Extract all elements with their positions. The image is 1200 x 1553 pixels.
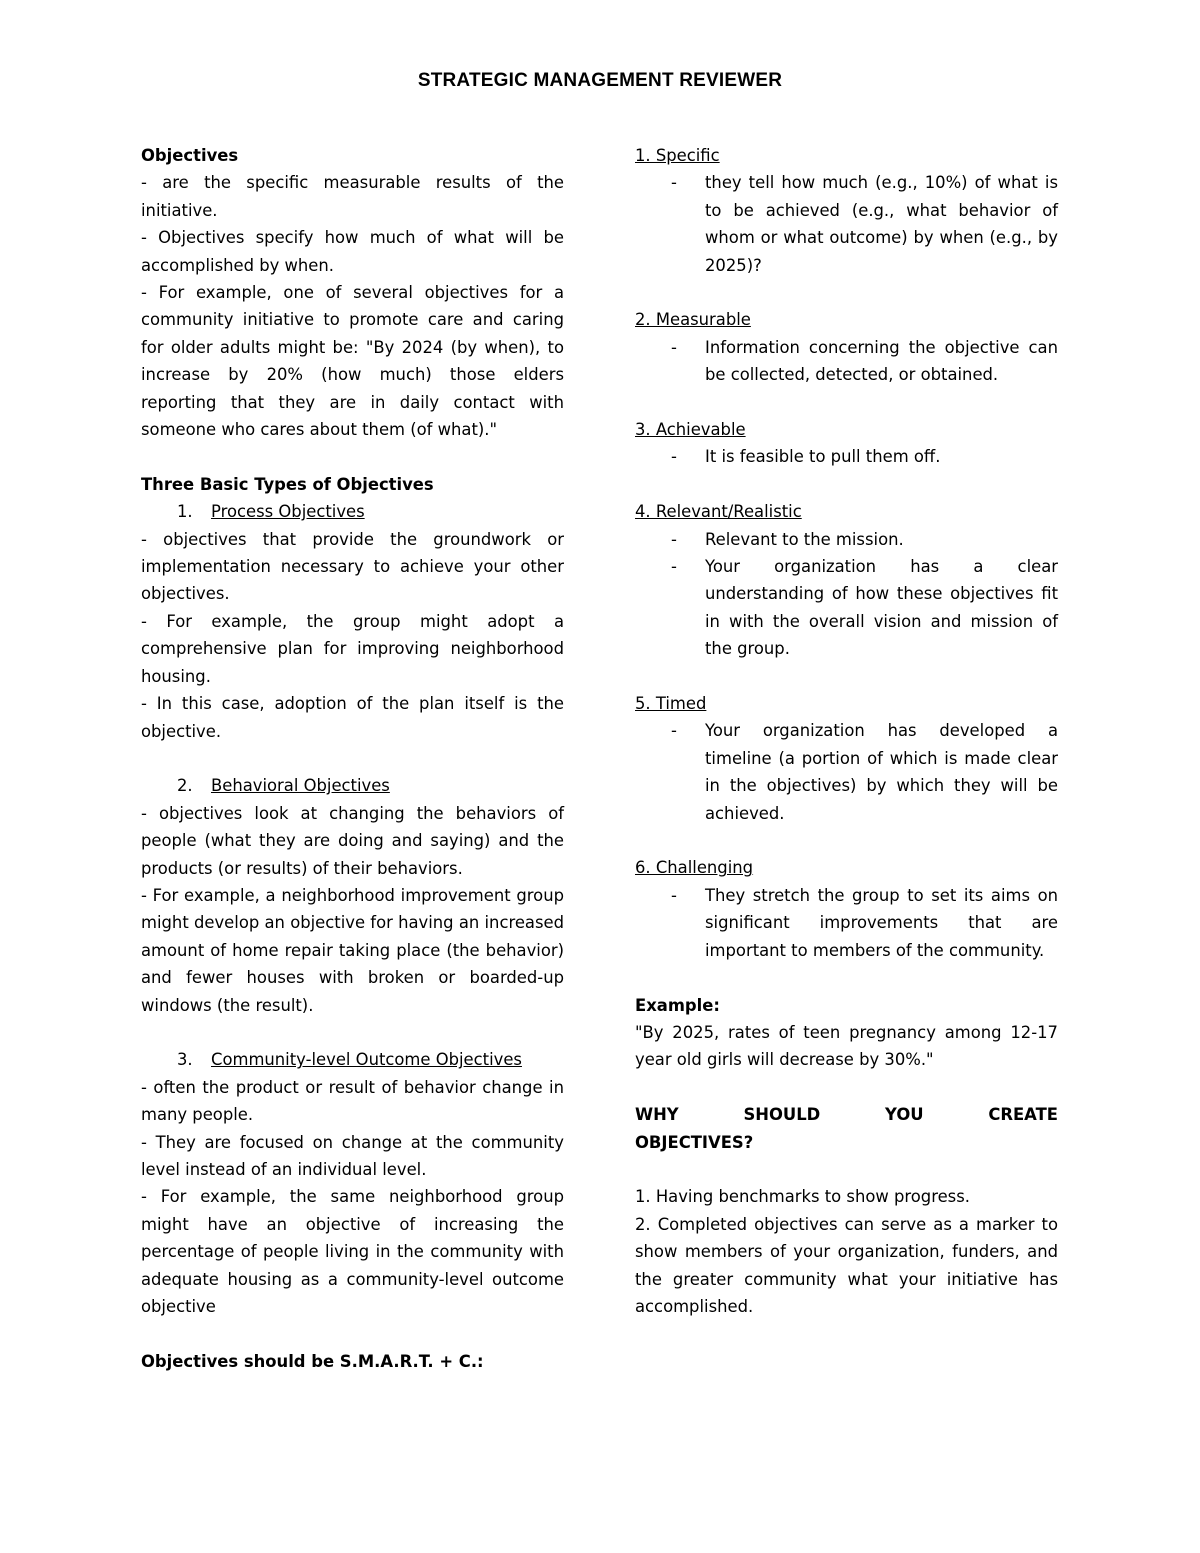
smart-list xyxy=(635,882,1058,964)
left-column xyxy=(141,142,564,1375)
type-line: - objectives that provide the groundwork or implementation necessary to achieve your other objectives. xyxy=(141,529,564,604)
example-heading: Example: xyxy=(635,995,720,1015)
why-heading-line2: OBJECTIVES? xyxy=(635,1132,754,1152)
list-item xyxy=(635,717,1058,827)
why-word: SHOULD xyxy=(743,1105,821,1125)
list-item-text: They stretch the group to set its aims on significant improvements that are important to members of the community. xyxy=(705,885,1058,960)
dash-bullet: - xyxy=(671,557,677,577)
smart-title-challenging: 6. Challenging xyxy=(635,858,754,878)
example-text: "By 2025, rates of teen pregnancy among 12-17 year old girls will decrease by 30%." xyxy=(635,1022,1058,1070)
list-item-text: Information concerning the objective can be collected, detected, or obtained. xyxy=(705,337,1058,385)
type-heading-community xyxy=(141,1046,564,1073)
type-number: 2. xyxy=(177,776,193,796)
smart-title-timed: 5. Timed xyxy=(635,694,707,714)
type-line: - For example, the group might adopt a comprehensive plan for improving neighborhood housing. xyxy=(141,611,564,686)
type-line: - objectives look at changing the behaviors of people (what they are doing and saying) and the products (or results) of their behaviors. xyxy=(141,803,564,878)
type-heading-behavioral xyxy=(141,772,564,799)
smart-title-measurable: 2. Measurable xyxy=(635,310,751,330)
type-title: Process Objectives xyxy=(211,502,365,522)
list-item-text: Your organization has a clear understanding of how these objectives fit in with the overall vision and mission of the group. xyxy=(705,557,1058,659)
type-number: 3. xyxy=(177,1050,193,1070)
list-item-text: Your organization has developed a timeline (a portion of which is made clear in the objectives) by which they will be achieved. xyxy=(705,721,1058,823)
list-item xyxy=(635,553,1058,663)
smart-list xyxy=(635,526,1058,663)
page-title: STRATEGIC MANAGEMENT REVIEWER xyxy=(417,70,783,91)
type-title: Community-level Outcome Objectives xyxy=(211,1050,522,1070)
type-line: - often the product or result of behavior change in many people. xyxy=(141,1077,564,1125)
type-line: - They are focused on change at the community level instead of an individual level. xyxy=(141,1132,564,1179)
list-item-text: Relevant to the mission. xyxy=(705,529,904,549)
right-column xyxy=(635,142,1058,1320)
list-item xyxy=(635,526,1058,553)
why-word: YOU xyxy=(885,1105,924,1125)
dash-bullet: - xyxy=(671,337,677,357)
smart-title-relevant: 4. Relevant/Realistic xyxy=(635,502,802,522)
types-heading: Three Basic Types of Objectives xyxy=(141,474,434,494)
type-number: 1. xyxy=(177,502,193,522)
list-item xyxy=(635,882,1058,964)
smart-list xyxy=(635,717,1058,827)
dash-bullet: - xyxy=(671,529,677,549)
why-word: CREATE xyxy=(988,1105,1058,1125)
type-title: Behavioral Objectives xyxy=(211,776,390,796)
smart-title-specific: 1. Specific xyxy=(635,146,720,165)
smart-title-achievable: 3. Achievable xyxy=(635,420,746,440)
dash-bullet: - xyxy=(671,447,677,467)
list-item-text: It is feasible to pull them off. xyxy=(705,447,941,467)
smart-list xyxy=(635,334,1058,389)
smart-heading: Objectives should be S.M.A.R.T. + C.: xyxy=(141,1351,484,1371)
why-item: 1. Having benchmarks to show progress. xyxy=(635,1187,970,1207)
objectives-heading: Objectives xyxy=(141,146,239,165)
type-line: - In this case, adoption of the plan itself is the objective. xyxy=(141,694,564,741)
dash-bullet: - xyxy=(671,885,677,905)
list-item xyxy=(635,443,1058,470)
smart-list xyxy=(635,443,1058,470)
why-heading xyxy=(635,1101,1058,1128)
smart-list xyxy=(635,169,1058,279)
list-item xyxy=(635,169,1058,279)
dash-bullet: - xyxy=(671,173,677,193)
list-item-text: they tell how much (e.g., 10%) of what is to be achieved (e.g., what behavior of whom or what outcome) by when (e.g., by 2025)? xyxy=(705,173,1058,275)
dash-bullet: - xyxy=(671,721,677,741)
type-heading-process xyxy=(141,498,564,525)
list-item xyxy=(635,334,1058,389)
type-line: - For example, a neighborhood improvement group might develop an objective for having an increased amount of home repair taking place (the behavior) and fewer houses with broken or boarded-up windows (the result). xyxy=(141,885,564,1015)
objectives-line: - Objectives specify how much of what will be accomplished by when. xyxy=(141,228,564,275)
objectives-line: - For example, one of several objectives for a community initiative to promote care and caring for older adults might be: "By 2024 (by when), to increase by 20% (how much) those elders reporting that they are in daily contact with someone who cares about them (of what)." xyxy=(141,283,564,440)
why-word: WHY xyxy=(635,1105,679,1125)
why-item: 2. Completed objectives can serve as a marker to show members of your organization, funders, and the greater community what your initiative has accomplished. xyxy=(635,1214,1058,1316)
type-line: - For example, the same neighborhood group might have an objective of increasing the percentage of people living in the community with adequate housing as a community-level outcome objective xyxy=(141,1187,564,1317)
objectives-line: - are the specific measurable results of the initiative. xyxy=(141,173,564,220)
